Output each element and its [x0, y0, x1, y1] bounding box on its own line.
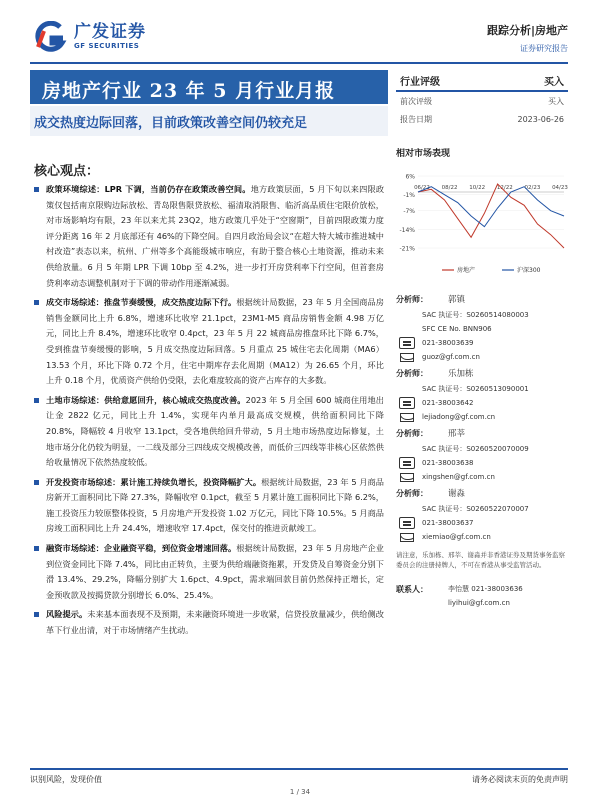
chart-ytick-label: 6%: [405, 173, 415, 181]
analyst-phone: 021-38003638: [422, 459, 474, 467]
analyst-block: [396, 484, 568, 544]
analyst-email[interactable]: guoz@gf.com.cn: [422, 353, 480, 361]
contact-label: 联系人：: [396, 584, 428, 594]
chart-ytick-label: -14%: [399, 226, 415, 234]
paragraph-land: [34, 393, 384, 471]
paragraph-body: 地方政策层面，5 月下旬以来四限政策仅包括南京限购边际放松、青岛限售限贷放松、福清取消限售、临沂高品质住宅限价放松，对市场影响均有限，23 年以来尤其 23Q2，地方政策几乎处于“空窗期”，目前四限政策力度评分距离 16 年 2 月底部还有 46%的下降空间。自四月政治局会议“在超大特大城市推进城中村改造”表态以来，杭州、广州等多个高能级城市响应，有助于整合核心土地资源，推动未来供给放量。6 月 5 年期 LPR 下调 10bp 至 4.2%，进一步打开房贷利率下行空间，但首套房贷利率动态调整机制对于下调的带动作用逐渐减弱。: [46, 184, 385, 288]
phone-row: [396, 336, 568, 350]
analyst-block: [396, 290, 568, 364]
report-category: 证券研究报告: [520, 44, 568, 53]
rating-panel: [396, 70, 568, 128]
rating-label: 行业评级: [400, 76, 440, 88]
relative-performance-chart: [396, 160, 568, 280]
contact-email[interactable]: liyihui@gf.com.cn: [448, 599, 510, 607]
prev-rating-label: 前次评级: [400, 96, 432, 106]
chart-xtick-label: 12/22: [496, 185, 513, 191]
paragraph-body: 根据统计局数据，23 年 5 月房地产企业到位资金同比下降 7.4%，同比由正转负，主要为供给端融资拖累，开发贷及自筹资金分别下滑 13.4%、29.2%，降幅分别扩大 1.6pct、4.9pct，需求端回款目前仍然保持正增长，定金预收款及按揭贷款分别增长 6.0%、25.4%。: [46, 543, 384, 600]
logo-en-text: GF SECURITIES: [74, 42, 140, 50]
report-subtitle: 成交热度边际回落，目前政策改善空间仍较充足: [34, 116, 308, 131]
footer-divider: [30, 768, 568, 770]
paragraph-body: 根据统计局数据，23 年 5 月商品房新开工面积同比下降 27.3%，降幅收窄 0.1pct，截至 5 月累计施工面积同比下降 6.2%，施工投资压力较原整体投资，5 月房地产开发投资 1.02 万亿元，同比下降 10.5%。5 月商品房竣工面积同比上升 24.4%，增速收窄 17.4pct，保交付的推进贡献竣工。: [46, 476, 384, 534]
chart-xtick-label: 08/22: [441, 185, 458, 191]
contact-row: [396, 582, 568, 596]
chart-ytick-label: -7%: [403, 208, 415, 216]
email-row: [396, 530, 568, 544]
analyst-label: 分析师：: [396, 294, 428, 304]
chart-series-line: [418, 184, 564, 248]
core-title: 核心观点：: [34, 164, 100, 179]
title-banner: [30, 70, 388, 104]
paragraph-lead: 融资市场综述：企业融资平稳，到位资金增速回落。: [46, 543, 237, 554]
analyst-name-row: [396, 290, 568, 308]
contact-email-row: [396, 596, 568, 610]
phone-row: [396, 396, 568, 410]
rating-header: [396, 70, 568, 92]
header-divider: [30, 62, 568, 64]
analyst-name-row: [396, 484, 568, 502]
analyst-label: 分析师：: [396, 428, 428, 438]
email-row: [396, 410, 568, 424]
phone-icon: [399, 337, 415, 349]
analyst-email[interactable]: lejiadong@gf.com.cn: [422, 413, 496, 421]
chart-ytick-label: -1%: [403, 192, 415, 200]
chart-legend-label: 沪深300: [517, 267, 541, 274]
page-number: 1 / 34: [289, 788, 311, 796]
analyst-sac: SAC 执证号：S0260514080003: [422, 311, 529, 319]
phone-icon: [399, 517, 415, 529]
paragraph-body: 2023 年 5 月全国 600 城商住用地出让金 2822 亿元，同比上升 1.4%，实现年内单月最高成交规模，供给面积同比下降 20.8%，降幅较 4 月收窄 13.1pct，受各地供给回升带动，5 月土地市场热度边际修复，土地市场分化仍较为明显，一二线及部分三四线成交规模改善，而低价三四线等非核心区依然供给收量情况下依然热度较低。: [46, 394, 384, 468]
chart-xtick-label: 02/23: [524, 185, 541, 191]
analyst-email[interactable]: xiemiao@gf.com.cn: [422, 533, 491, 541]
analyst-sac: SAC 执证号：S0260520070009: [422, 445, 529, 453]
contact-name: 李怡慧: [448, 585, 469, 593]
analyst-list: [396, 290, 568, 610]
report-title: 房地产行业 23 年 5 月行业月报: [42, 80, 336, 102]
prev-rating-value: 买入: [548, 96, 564, 106]
header-right: [487, 24, 568, 54]
email-row: [396, 350, 568, 364]
report-date-label: 报告日期: [400, 114, 432, 124]
paragraph-lead: 开发投资市场综述：累计施工持续负增长，投资降幅扩大。: [46, 476, 262, 487]
email-icon: [400, 353, 414, 362]
analyst-phone: 021-38003639: [422, 339, 474, 347]
company-logo: [30, 20, 190, 54]
analyst-name: 谢淼: [448, 489, 466, 499]
chart-ytick-label: -21%: [399, 245, 415, 253]
contact-phone: 021-38003636: [471, 585, 523, 593]
phone-row: [396, 456, 568, 470]
chart-title: 相对市场表现: [396, 149, 451, 159]
analyst-phone: 021-38003637: [422, 519, 474, 527]
phone-icon: [399, 457, 415, 469]
analyst-disclaimer: 请注意，乐加栋、邢莘、谢淼并非香港证券及期货事务监察委员会的注册持牌人，不可在香港从事受监管活动。: [396, 551, 565, 569]
analyst-phone: 021-38003642: [422, 399, 474, 407]
paragraph-lead: 土地市场综述：供给意愿回升，核心城成交热度改善。: [46, 394, 246, 405]
core-content: [34, 182, 384, 643]
paragraph-body: 未来基本面表现不及预期，未来融资环境进一步收紧，信贷投放量减少，供给侧改革下行业出清，对于市场情绪产生扰动。: [46, 609, 384, 636]
analyst-name-row: [396, 424, 568, 442]
analyst-block: [396, 364, 568, 424]
sac-row: [396, 502, 568, 516]
email-icon: [400, 533, 414, 542]
phone-icon: [399, 397, 415, 409]
paragraph-lead: 风险提示。: [46, 609, 88, 620]
report-date-value: 2023-06-26: [517, 114, 564, 124]
sac-row: [396, 308, 568, 322]
paragraph-lead: 成交市场综述：推盘节奏缓慢，成交热度边际下行。: [46, 297, 237, 308]
sac-row: [396, 442, 568, 456]
email-icon: [400, 473, 414, 482]
analyst-label: 分析师：: [396, 488, 428, 498]
analyst-name-row: [396, 364, 568, 382]
email-icon: [400, 413, 414, 422]
paragraph-financing: [34, 541, 384, 603]
paragraph-body: 根据统计局数据，23 年 5 月全国商品房销售金额同比上升 6.8%，增速环比收窄 21.1pct，23M1-M5 商品房销售金额 4.98 万亿元，同比上升 8.4%，增速环比收窄 0.4pct，23 年 5 月 22 城商品房推盘环比下降 6.7%，受到推盘节奏缓慢的影响，5 月成交热度边际回落。5 月重点 25 城住宅去化周期（MA6）13.53 个月，环比下降 0.72 个月，住宅中期库存去化周期（MA12）为 26.65 个月，环比上升 0.18 个月，优质资产供给仍受限，去化难度较高的资产占库存的大多数。: [46, 297, 384, 386]
report-type: 跟踪分析|房地产: [486, 24, 568, 37]
gf-logo-icon: [30, 21, 68, 53]
contact-block: [396, 582, 568, 610]
paragraph-policy: [34, 182, 384, 291]
footer-slogan: 识别风险，发现价值: [30, 775, 102, 784]
analyst-block: [396, 424, 568, 484]
phone-row: [396, 516, 568, 530]
paragraph-lead: 政策环境综述：LPR 下调，当前仍存在政策改善空间。: [46, 184, 251, 194]
chart-xtick-label: 04/23: [552, 185, 568, 191]
sfc-row: [396, 322, 568, 336]
analyst-label: 分析师：: [396, 368, 428, 378]
email-row: [396, 470, 568, 484]
paragraph-risk: [34, 607, 384, 638]
prev-rating-row: [396, 92, 568, 110]
chart-legend-label: 房地产: [457, 267, 476, 274]
chart-series-line: [418, 187, 564, 227]
report-date-row: [396, 110, 568, 128]
analyst-name: 郭镇: [448, 295, 466, 305]
analyst-email[interactable]: xingshen@gf.com.cn: [422, 473, 495, 481]
analyst-name: 乐加栋: [448, 369, 474, 379]
logo-cn-text: 广发证券: [74, 22, 146, 42]
paragraph-investment: [34, 475, 384, 537]
analyst-name: 邢莘: [448, 429, 466, 439]
analyst-sac: SAC 执证号：S0260522070007: [422, 505, 529, 513]
footer-disclaimer: 请务必阅读末页的免责声明: [472, 775, 568, 784]
chart-xtick-label: 10/22: [469, 185, 486, 191]
analyst-sac: SAC 执证号：S0260513090001: [422, 385, 529, 393]
rating-value: 买入: [544, 76, 564, 88]
sac-row: [396, 382, 568, 396]
paragraph-transaction: [34, 295, 384, 389]
chart-xtick-label: 06/22: [414, 185, 430, 191]
analyst-sfc: SFC CE No. BNN906: [422, 325, 492, 333]
